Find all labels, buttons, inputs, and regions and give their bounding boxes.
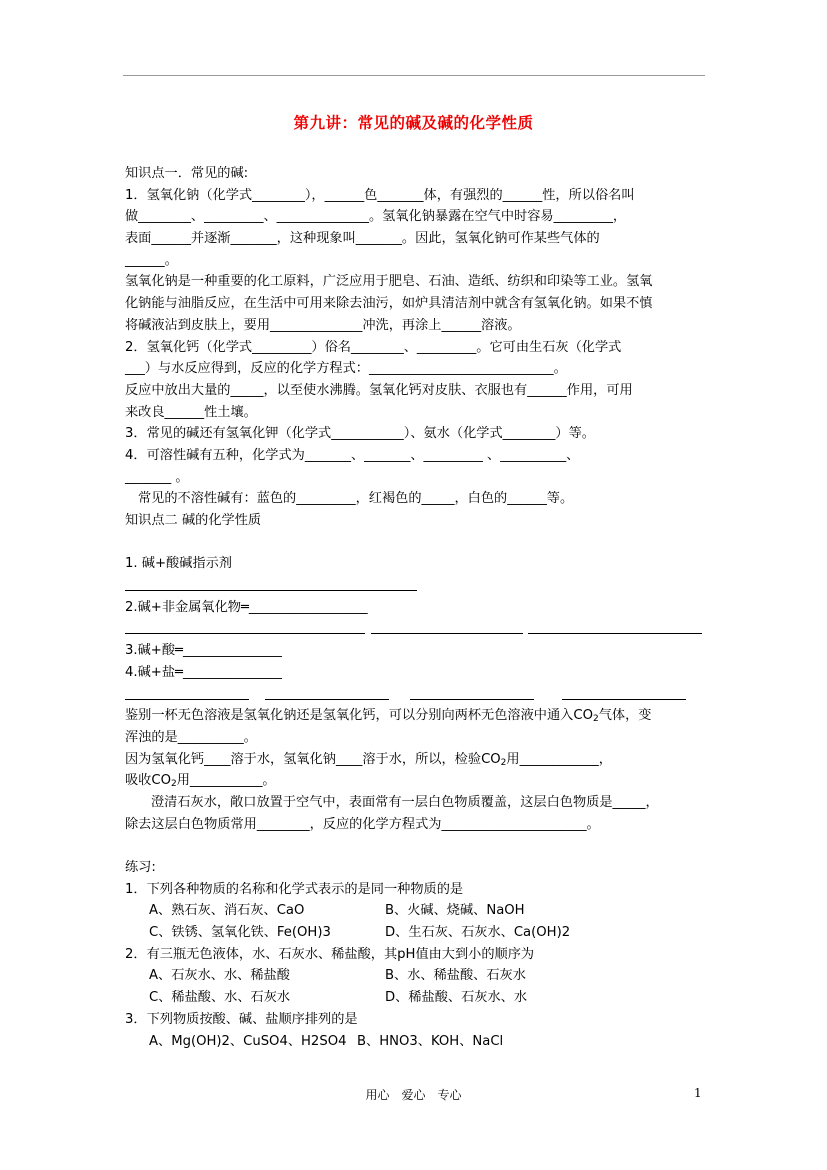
text-line: 鉴别一杯无色溶液是氢氧化钠还是氢氧化钙，可以分别向两杯无色溶液中通入$CO_2$气体，变 — [125, 708, 652, 725]
co2-formula: $CO_2$ — [573, 708, 599, 725]
option-b: B、火碱、烧碱、NaOH — [385, 903, 525, 919]
text-line: 澄清石灰水，敞口放置于空气中，表面常有一层白色物质覆盖，这层白色物质是_____， — [151, 794, 659, 810]
option-d: D、生石灰、石灰水、Ca(OH)2 — [385, 925, 571, 941]
spacer — [125, 835, 710, 857]
property-item-4: 4.碱+盐═_______________ — [125, 664, 282, 680]
text-line: 吸收$CO_2$用___________。 — [125, 773, 276, 790]
text-line: 表面______并逐渐_______，这种现象叫_______。因此，氢氧化钠可作某些气体的 — [125, 231, 600, 247]
text-line: 做________、_________、______________。氢氧化钠暴露在空气中时容易_________， — [125, 209, 627, 225]
text-line: 3．常见的碱还有氢氧化钾（化学式___________）、氨水（化学式________）等。 — [125, 426, 595, 442]
footer-motto: 用心 爱心 专心 — [365, 1088, 462, 1102]
option-c: C、铁锈、氢氧化铁、Fe(OH)3 — [149, 925, 331, 941]
text-line: 4．可溶性碱有五种，化学式为_______、_______、_________ 、__________、 — [125, 447, 580, 463]
co2-formula: $CO_2$ — [481, 751, 507, 768]
property-item-1: 1. 碱+酸碱指示剂 — [125, 556, 232, 572]
option-a: A、熟石灰、消石灰、CaO — [149, 903, 305, 919]
exercises-heading: 练习: — [125, 860, 156, 875]
text-line: 2．氢氧化钙（化学式_________）俗名________、_________。它可由生石灰（化学式 — [125, 339, 622, 355]
option-c: C、稀盐酸、水、石灰水 — [149, 990, 291, 1006]
question-3-options — [125, 1031, 710, 1053]
question-1-options — [125, 900, 710, 922]
option-d: D、稀盐酸、石灰水、水 — [385, 990, 528, 1006]
text-line: 浑浊的是__________。 — [125, 729, 257, 745]
answer-line — [125, 684, 710, 706]
property-item-3: 3.碱+酸═_______________ — [125, 643, 282, 659]
text-line: 常见的不溶性碱有：蓝色的_________，红褐色的_____，白色的______等。 — [138, 491, 574, 507]
answer-line — [125, 618, 710, 640]
text-line: 1．氢氧化钠（化学式________），______色_______体，有强烈的______性，所以俗名叫 — [125, 187, 635, 203]
text-line: 氢氧化钠是一种重要的化工原料，广泛应用于肥皂、石油、造纸、纺织和印染等工业。氢氧 — [125, 274, 653, 290]
text-line: 因为氢氧化钙____溶于水，氢氧化钠____溶于水，所以，检验$CO_2$用____________， — [125, 751, 612, 768]
option-b: B、HNO3、KOH、NaCl — [357, 1033, 504, 1049]
question-2: 2．有三瓶无色液体，水、石灰水、稀盐酸，其pH值由大到小的顺序为 — [125, 946, 535, 962]
question-2-options — [125, 965, 710, 987]
text-line: _______ 。 — [125, 469, 189, 485]
header-rule — [123, 75, 705, 76]
text-line: 除去这层白色物质常用________，反应的化学方程式为______________________。 — [125, 816, 600, 832]
text-line: ______。 — [125, 252, 178, 268]
text-line: ___）与水反应得到，反应的化学方程式：____________________________。 — [125, 361, 567, 377]
text-line: 来改良______性土壤。 — [125, 404, 257, 420]
question-1: 1．下列各种物质的名称和化学式表示的是同一种物质的是 — [125, 881, 464, 897]
spacer — [125, 532, 710, 554]
question-2-options — [125, 987, 710, 1009]
section2-heading: 知识点二 碱的化学性质 — [125, 513, 262, 528]
option-a: A、石灰水、水、稀盐酸 — [149, 968, 290, 984]
document-body — [125, 163, 710, 1052]
text-line: 反应中放出大量的_____，以至使水沸腾。氢氧化钙对皮肤、衣服也有______作用，可用 — [125, 382, 633, 398]
page-title: 第九讲：常见的碱及碱的化学性质 — [293, 113, 534, 132]
option-b: B、水、稀盐酸、石灰水 — [385, 968, 526, 984]
page-number: 1 — [694, 1086, 702, 1100]
text-line: 将碱液沾到皮肤上，要用______________冲洗，再涂上______溶液。 — [125, 317, 521, 333]
question-3: 3．下列物质按酸、碱、盐顺序排列的是 — [125, 1011, 358, 1027]
section1-heading: 知识点一．常见的碱: — [125, 166, 249, 181]
property-item-2: 2.碱+非金属氧化物═__________________ — [125, 599, 368, 615]
co2-formula: $CO_2$ — [151, 773, 177, 790]
question-1-options — [125, 922, 710, 944]
ph-label: pH — [397, 946, 416, 962]
text-line: 化钠能与油脂反应，在生活中可用来除去油污，如炉具清洁剂中就含有氢氧化钠。如果不慎 — [125, 296, 653, 312]
answer-line — [125, 575, 710, 597]
option-a: A、Mg(OH)2、CuSO4、H2SO4 — [149, 1033, 347, 1049]
